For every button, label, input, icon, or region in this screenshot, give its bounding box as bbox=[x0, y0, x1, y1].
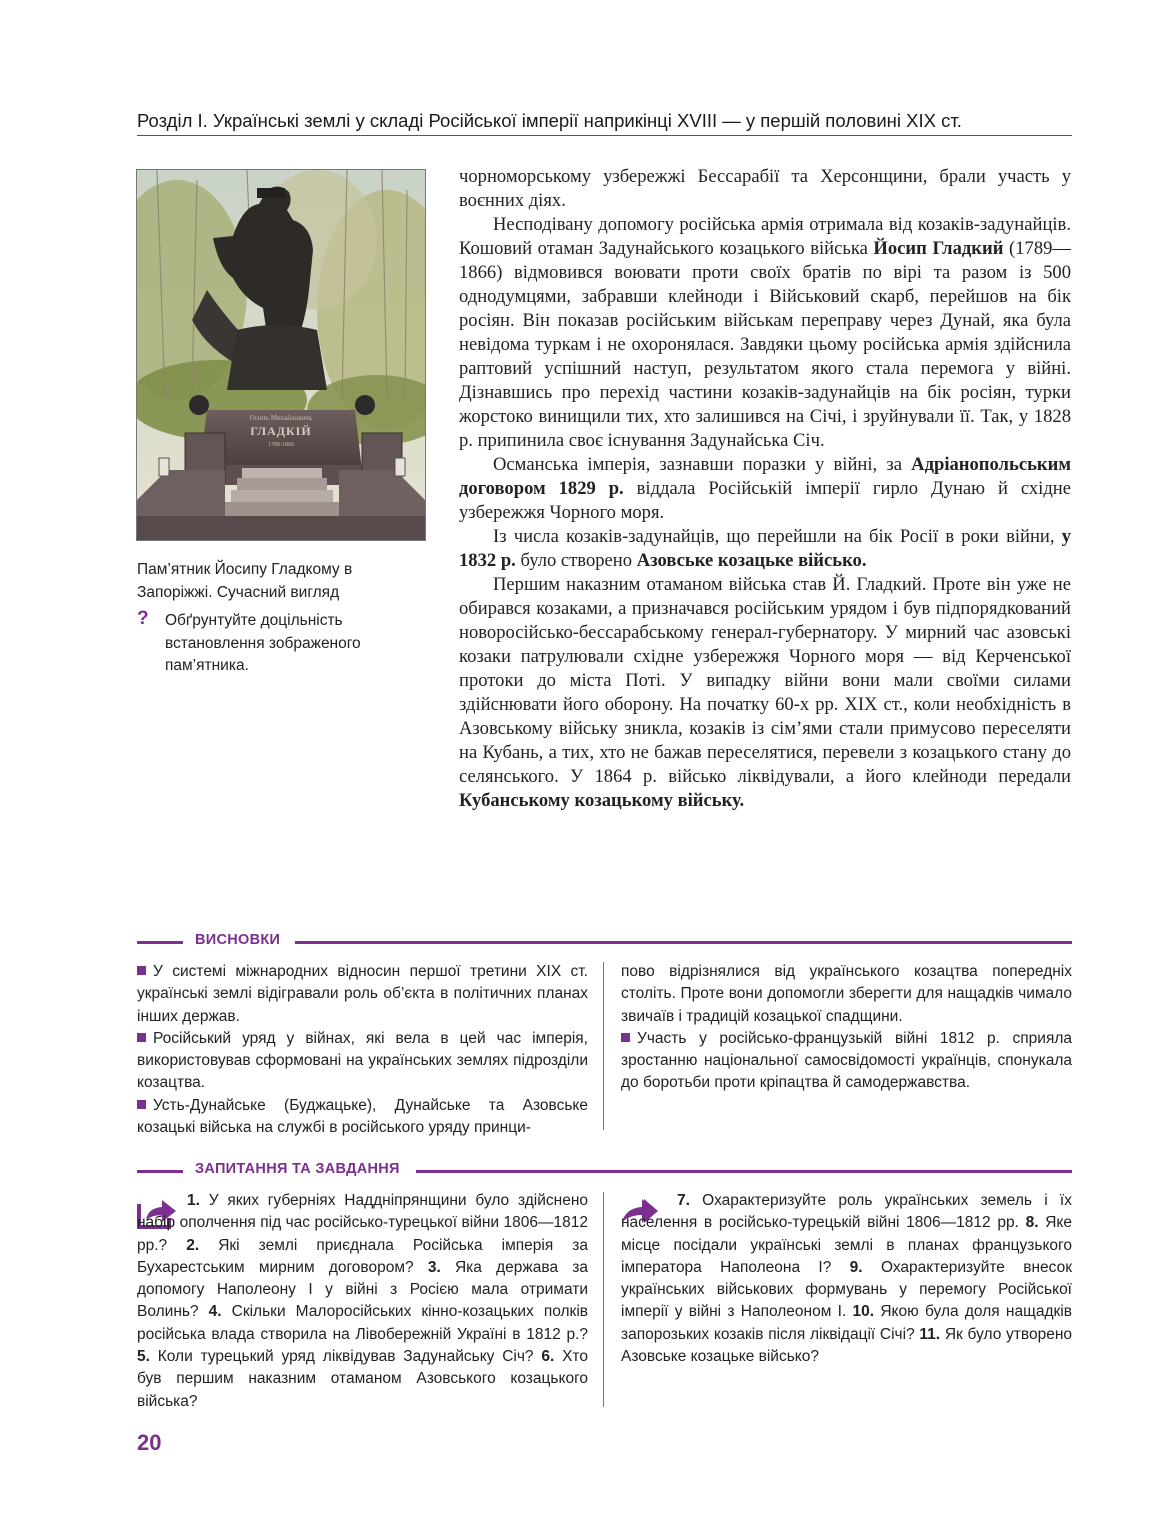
bold-term: Адріанопольським договором 1829 р. bbox=[459, 454, 1071, 499]
bullet-square-icon bbox=[137, 1033, 146, 1042]
heading-line-left bbox=[137, 1170, 183, 1173]
bullet-square-icon bbox=[137, 1100, 146, 1109]
questions-left-column bbox=[137, 1190, 588, 1413]
heading-line-left bbox=[137, 941, 183, 944]
bullet-square-icon bbox=[137, 966, 146, 975]
pedestal-inscription-small: Осипъ Михайловичъ bbox=[249, 414, 313, 422]
questions-heading bbox=[137, 1161, 1072, 1181]
questions-text-left: 1. У яких губерніях Наддніпрянщини було здійснено набір ополчення під час російсько-турецької війни 1806—1812 рр.? 2. Які землі приєднала Російська імперія за Бухарестським мирним договором? 3. Яка держава за допомогу Наполеону I у війні з Росією мала отримати Волинь? 4. Скільки Малоросійських кінно-козацьких полків російська влада створила на Лівобережній Україні в 1812 р.? 5. Коли турецький уряд ліквідував Задунайську Січ? 6. Хто був першим наказним отаманом Азовського козацького війська? bbox=[137, 1192, 588, 1410]
conclusion-item-continued: пово відрізнялися від українського козацтва попередніх століть. Проте вони допомогли зберегти для нащадків чимало звичаїв і традицій козацької спадщини. bbox=[621, 963, 1072, 1025]
main-text bbox=[459, 165, 1071, 813]
paragraph: Першим наказним отаманом війська став Й. Гладкий. Проте він уже не обирався козаками, а призначався російським урядом і був підпорядкований новоросійсько-бессарабському генерал-губернатору. У мирний час азовські козаки патрулювали східне узбережжя Чорного моря — від Керченської протоки до міста Поті. У випадку війни вони мали своїми силами здійснювати його оборону. На початку 60-х рр. XIX ст., коли необхідність в Азовському війську зникла, козаків із сім’ями стали примусово переселяти на Кубань, а тих, хто не бажав переселятися, перевели з козацького стану до селянського. У 1864 р. військо ліквідували, а його клейноди передали Кубанському козацькому війську. bbox=[459, 574, 1071, 811]
monument-photo bbox=[136, 169, 426, 541]
conclusions-right-column bbox=[621, 961, 1072, 1095]
column-divider bbox=[603, 962, 604, 1130]
conclusion-item: Російський уряд у війнах, які вела в цей час імперія, використовував сформовані на українських землях підрозділи козацтва. bbox=[137, 1029, 588, 1092]
bold-term: Азовське козацьке військо. bbox=[636, 550, 867, 571]
bold-term: у 1832 р. bbox=[459, 526, 1071, 571]
photo-caption: Пам’ятник Йосипу Гладкому в Запоріжжі. Сучасний вигляд bbox=[137, 561, 353, 601]
pedestal-inscription-dates: 1789-1866 bbox=[268, 442, 294, 448]
conclusion-item: У системі міжнародних відносин першої третини XIX ст. українські землі відігравали роль об’єкта в політичних планах інших держав. bbox=[137, 963, 588, 1025]
photo-question: Обґрунтуйте доцільність встановлення зображеного пам’ятника. bbox=[165, 612, 361, 674]
paragraph: Із числа козаків-задунайців, що перейшли на бік Росії в роки війни, у 1832 р. було створено Азовське козацьке військо. bbox=[459, 526, 1071, 571]
paragraph: чорноморському узбережжі Бессарабії та Херсонщини, брали участь у воєнних діях. bbox=[459, 166, 1071, 211]
conclusion-item: Участь у російсько-французькій війні 1812 р. сприяла зростанню національної самосвідомості українців, спонукала до боротьби проти кріпацтва й самодержавства. bbox=[621, 1029, 1072, 1092]
conclusions-heading bbox=[137, 932, 1072, 952]
questions-right-column bbox=[621, 1190, 1072, 1368]
paragraph: Османська імперія, зазнавши поразки у війні, за Адріанопольським договором 1829 р. віддала Російській імперії гирло Дунаю й східне узбережжя Чорного моря. bbox=[459, 454, 1071, 523]
bold-term: Йосип Гладкий bbox=[873, 238, 1004, 259]
page-number: 20 bbox=[137, 1430, 162, 1455]
questions-text-right: 7. Охарактеризуйте роль українських земель і їх населення в російсько-турецькій війні 1806—1812 рр. 8. Яке місце посідали українські землі в планах французького імператора Наполеона I? 9. Охарактеризуйте внесок українських військових формувань у перемогу Російської імперії у війні з Наполеоном I. 10. Якою була доля нащадків запорозьких козаків після ліквідації Січі? 11. Як було утворено Азовське козацьке військо? bbox=[621, 1192, 1073, 1366]
bold-term: Кубанському козацькому війську. bbox=[459, 790, 745, 811]
heading-line-right bbox=[295, 941, 1072, 944]
running-header: Розділ I. Українські землі у складі Російської імперії наприкінці XVIII — у першій половині XIX ст. bbox=[137, 110, 962, 131]
conclusion-item: Усть-Дунайське (Буджацьке), Дунайське та Азовське козацькі війська на службі в російського уряду принци- bbox=[137, 1096, 588, 1137]
conclusions-title: ВИСНОВКИ bbox=[195, 932, 281, 948]
paragraph: Несподівану допомогу російська армія отримала від козаків-задунайців. Кошовий отаман Задунайського козацького війська Йосип Гладкий (1789—1866) відмовився воювати проти своїх братів по вірі та разом із 500 однодумцями, забравши клейноди і Військовий скарб, перейшов на бік росіян. Він показав російським військам переправу через Дунай, яка була невідома туркам і не охоронялася. Завдяки цьому російська армія здійснила раптовий успішний наступ, результатом якого стала перемога у війні. Дізнавшись про перехід частини козаків-задунайців на бік росіян, турки жорстоко винищили тих, хто залишився на Січі, і зруйнували її. Так, у 1828 р. припинила своє існування Задунайська Січ. bbox=[459, 214, 1072, 451]
questions-title: ЗАПИТАННЯ ТА ЗАВДАННЯ bbox=[195, 1161, 400, 1177]
bullet-square-icon bbox=[621, 1033, 630, 1042]
header-rule bbox=[137, 135, 1072, 136]
question-icon: ? bbox=[137, 608, 149, 629]
conclusions-left-column bbox=[137, 961, 588, 1140]
pedestal-inscription-name: ГЛАДКІЙ bbox=[250, 424, 312, 438]
heading-line-right bbox=[416, 1170, 1072, 1173]
column-divider bbox=[603, 1192, 604, 1407]
